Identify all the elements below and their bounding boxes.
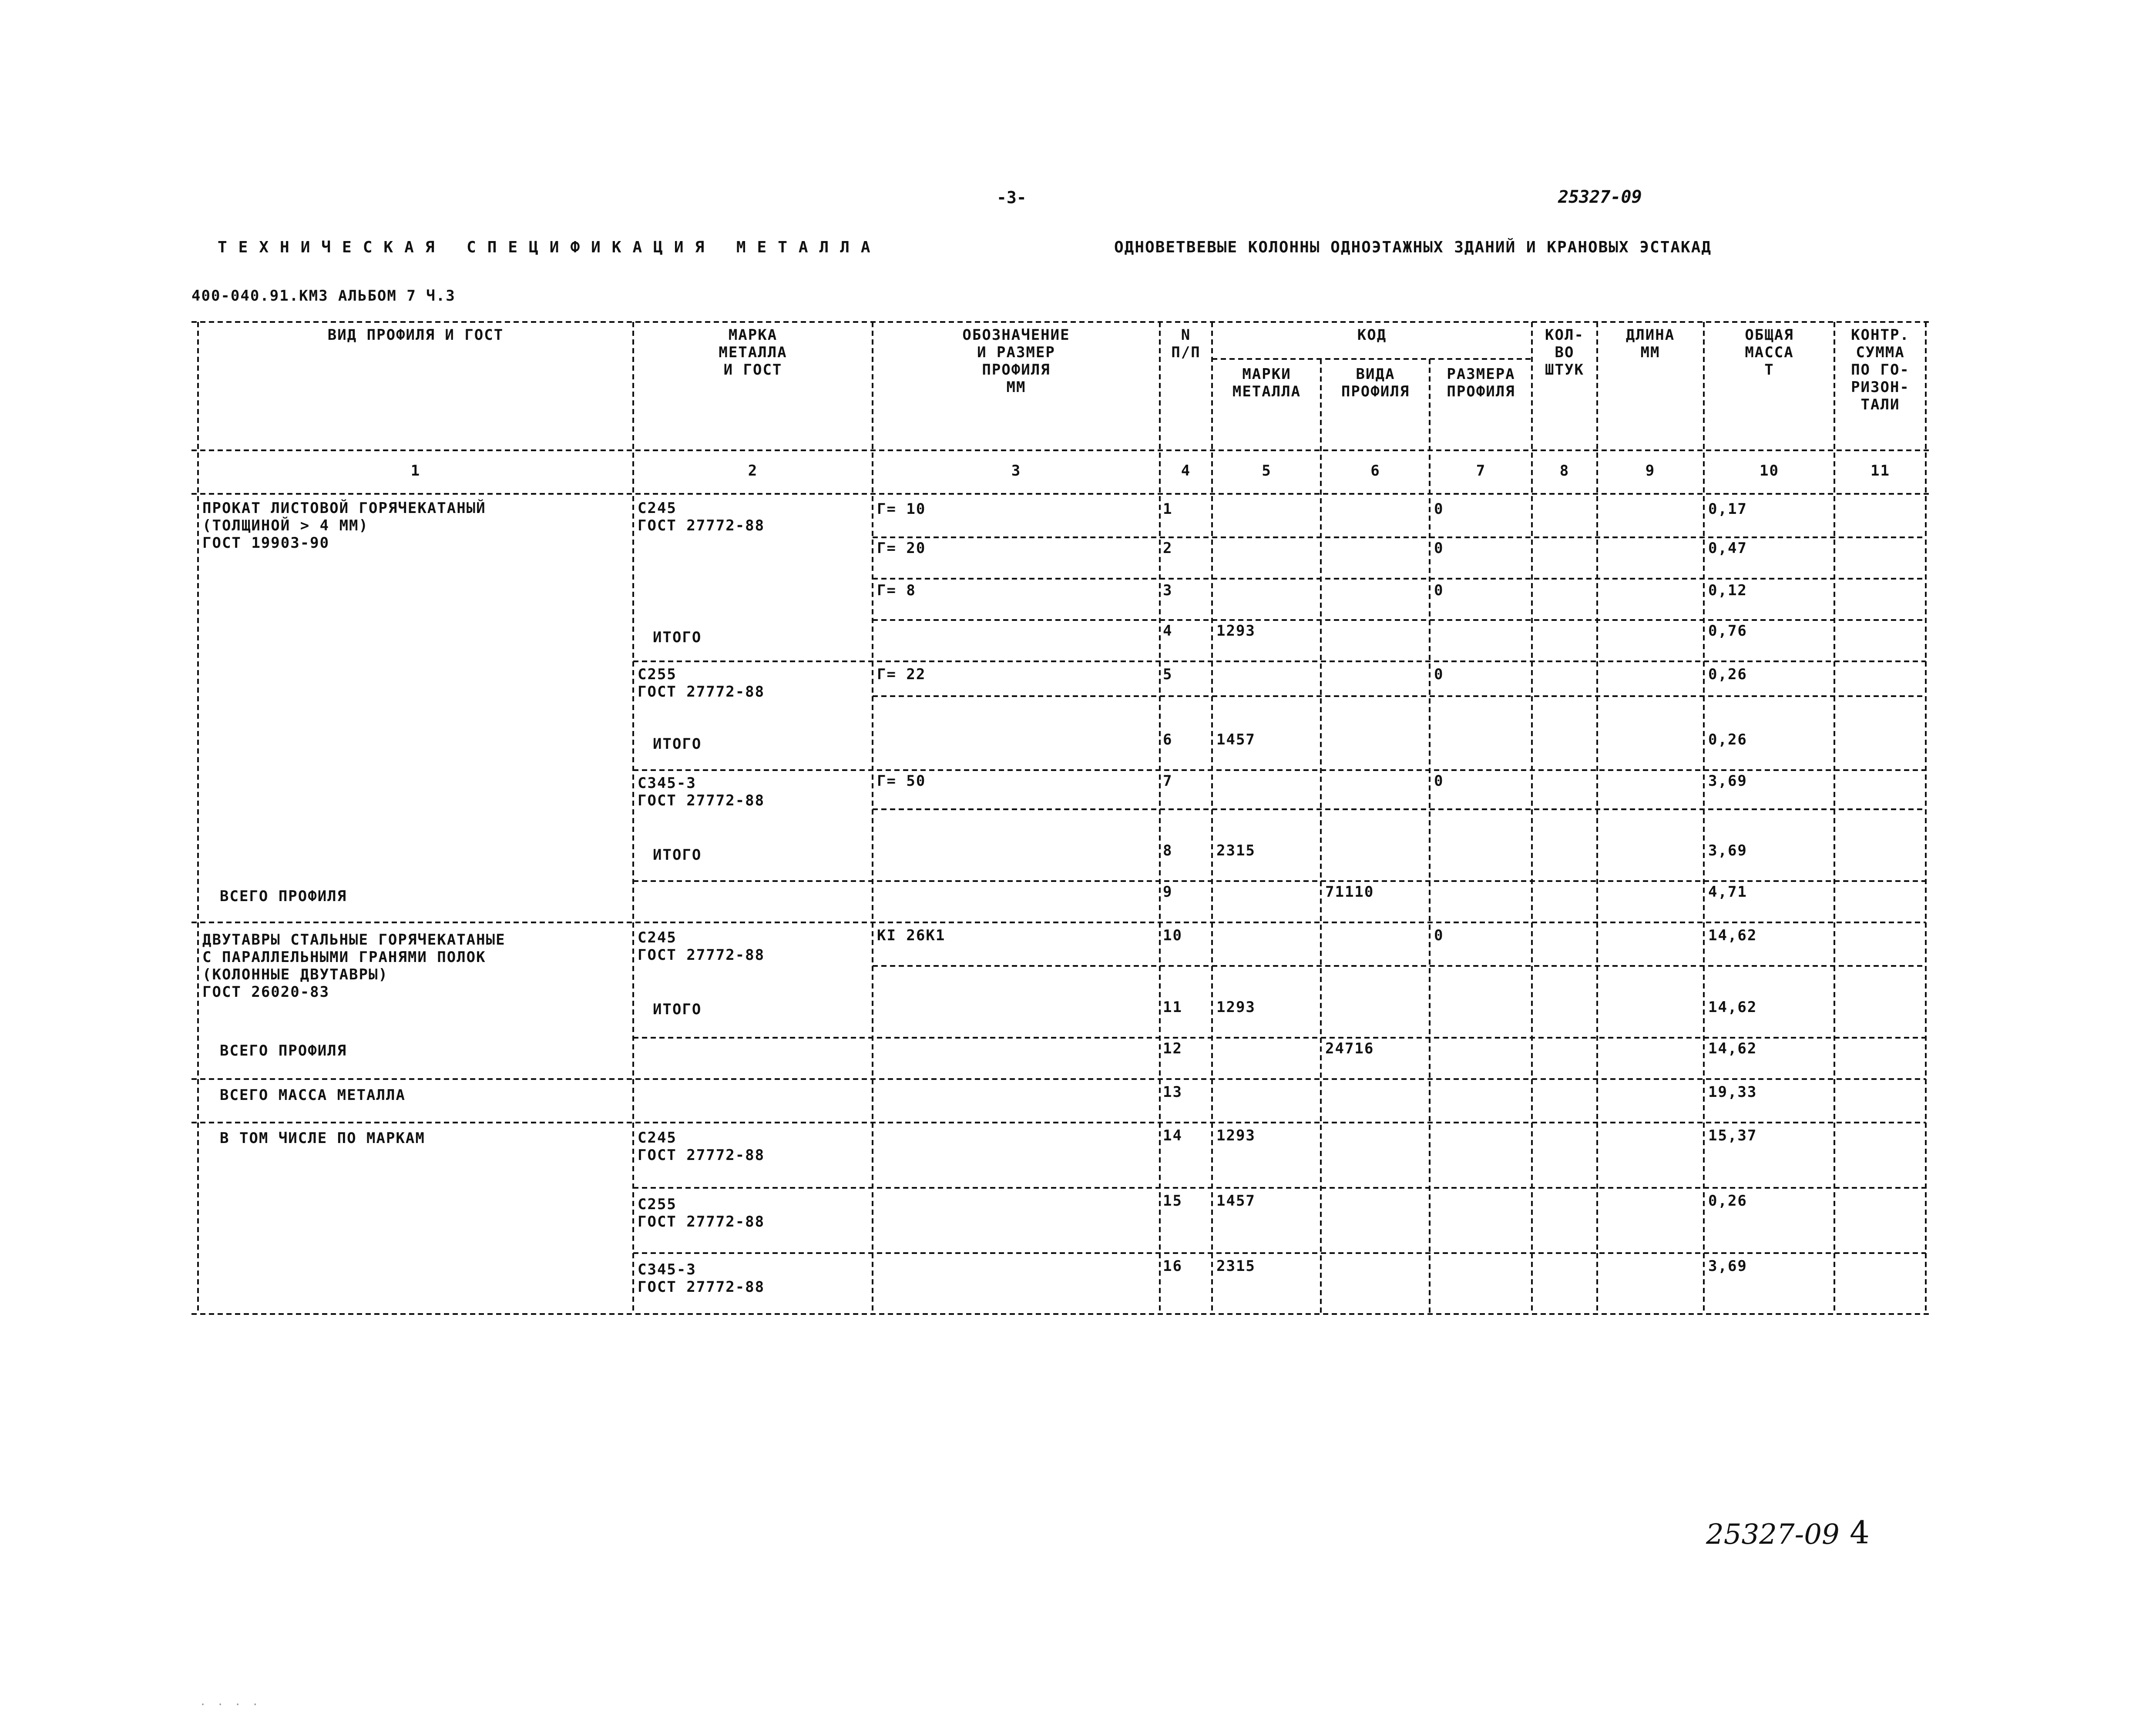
row-number: 6 — [1163, 731, 1173, 748]
col-header-designation: ОБОЗНАЧЕНИЕ И РАЗМЕР ПРОФИЛЯ ММ — [962, 326, 1070, 396]
document-title: ТЕХНИЧЕСКАЯ СПЕЦИФИКАЦИЯ МЕТАЛЛА — [218, 238, 882, 256]
total-mass: 3,69 — [1708, 772, 1747, 790]
handwritten-code: 25327-09 — [1706, 1519, 1840, 1551]
row-number: 16 — [1163, 1257, 1182, 1275]
code-size: 0 — [1434, 772, 1444, 790]
grade-label: С245 ГОСТ 27772-88 — [638, 1129, 765, 1164]
col-header-mass: ОБЩАЯ МАССА Т — [1745, 326, 1794, 379]
code-size: 0 — [1434, 927, 1444, 944]
total-mass: 0,17 — [1708, 500, 1747, 518]
total-mass: 14,62 — [1708, 999, 1757, 1016]
album-reference: 400-040.91.КМЗ АЛЬБОМ 7 Ч.3 — [191, 287, 456, 305]
col-number: 5 — [1262, 462, 1272, 479]
col-header-count: КОЛ- ВО ШТУК — [1545, 326, 1584, 379]
group-total-label: ВСЕГО ПРОФИЛЯ — [220, 1042, 347, 1059]
code-grade: 1293 — [1216, 622, 1256, 640]
itogo-label: ИТОГО — [653, 846, 702, 864]
by-grade-label: В ТОМ ЧИСЛЕ ПО МАРКАМ — [220, 1130, 425, 1147]
total-mass: 19,33 — [1708, 1083, 1757, 1101]
total-mass: 0,26 — [1708, 666, 1747, 683]
grade-label: С345-3 ГОСТ 27772-88 — [638, 774, 765, 809]
code-grade: 1457 — [1216, 1192, 1256, 1210]
grade-label: С345-3 ГОСТ 27772-88 — [638, 1261, 765, 1296]
code-grade: 2315 — [1216, 842, 1256, 859]
col-header-checksum: КОНТР. СУММА ПО ГО- РИЗОН- ТАЛИ — [1851, 326, 1910, 413]
col-number: 6 — [1370, 462, 1380, 479]
document-subtitle: ОДНОВЕТВЕВЫЕ КОЛОННЫ ОДНОЭТАЖНЫХ ЗДАНИЙ И КРАНОВЫХ ЭСТАКАД — [1114, 238, 1712, 256]
profile-designation: Г= 10 — [877, 500, 926, 518]
total-mass: 0,47 — [1708, 540, 1747, 557]
col-number: 9 — [1645, 462, 1656, 479]
row-number: 2 — [1163, 540, 1173, 557]
total-mass: 0,26 — [1708, 1192, 1747, 1210]
group-total-label: ВСЕГО ПРОФИЛЯ — [220, 888, 347, 905]
col-header-code-profile: ВИДА ПРОФИЛЯ — [1341, 365, 1410, 400]
col-header-code-size: РАЗМЕРА ПРОФИЛЯ — [1447, 365, 1515, 400]
row-number: 12 — [1163, 1040, 1182, 1057]
code-size: 0 — [1434, 540, 1444, 557]
col-number: 8 — [1559, 462, 1570, 479]
col-number: 11 — [1871, 462, 1890, 479]
code-grade: 1293 — [1216, 1127, 1256, 1144]
row-number: 13 — [1163, 1083, 1182, 1101]
page-number: -3- — [997, 188, 1027, 207]
total-mass: 4,71 — [1708, 883, 1747, 901]
total-mass: 14,62 — [1708, 927, 1757, 944]
code-profile: 71110 — [1325, 883, 1374, 901]
total-mass: 3,69 — [1708, 842, 1747, 859]
total-mass: 0,26 — [1708, 731, 1747, 748]
profile-designation: Г= 8 — [877, 582, 916, 599]
sheet-number: 4 — [1850, 1514, 1870, 1551]
col-number: 3 — [1011, 462, 1021, 479]
col-number: 1 — [410, 462, 421, 479]
total-mass: 3,69 — [1708, 1257, 1747, 1275]
code-size: 0 — [1434, 666, 1444, 683]
grade-label: С245 ГОСТ 27772-88 — [638, 929, 765, 964]
profile-designation: КI 26К1 — [877, 927, 946, 944]
col-header-code-grade: МАРКИ МЕТАЛЛА — [1232, 365, 1301, 400]
total-mass: 15,37 — [1708, 1127, 1757, 1144]
row-number: 11 — [1163, 999, 1182, 1016]
row-number: 9 — [1163, 883, 1173, 901]
row-number: 15 — [1163, 1192, 1182, 1210]
row-number: 8 — [1163, 842, 1173, 859]
col-number: 10 — [1760, 462, 1779, 479]
col-number: 4 — [1181, 462, 1191, 479]
code-profile: 24716 — [1325, 1040, 1374, 1057]
col-header-grade: МАРКА МЕТАЛЛА И ГОСТ — [719, 326, 787, 379]
row-number: 4 — [1163, 622, 1173, 640]
code-size: 0 — [1434, 500, 1444, 518]
col-header-code: КОД — [1357, 326, 1387, 344]
row-number: 10 — [1163, 927, 1182, 944]
row-number: 5 — [1163, 666, 1173, 683]
col-header-profile: ВИД ПРОФИЛЯ И ГОСТ — [327, 326, 504, 344]
group-sheet-rolled: ПРОКАТ ЛИСТОВОЙ ГОРЯЧЕКАТАНЫЙ (ТОЛЩИНОЙ > 4 ММ) ГОСТ 19903-90 — [202, 499, 486, 552]
col-header-number: N П/П — [1171, 326, 1201, 361]
scan-dots: . . . . — [200, 1697, 262, 1707]
profile-designation: Г= 20 — [877, 540, 926, 557]
code-grade: 1293 — [1216, 999, 1256, 1016]
grade-label: С255 ГОСТ 27772-88 — [638, 1196, 765, 1230]
itogo-label: ИТОГО — [653, 629, 702, 646]
row-number: 7 — [1163, 772, 1173, 790]
mass-total-label: ВСЕГО МАССА МЕТАЛЛА — [220, 1086, 406, 1104]
code-grade: 1457 — [1216, 731, 1256, 748]
col-number: 2 — [748, 462, 758, 479]
col-header-length: ДЛИНА ММ — [1625, 326, 1675, 361]
profile-designation: Г= 22 — [877, 666, 926, 683]
row-number: 14 — [1163, 1127, 1182, 1144]
grade-label: С255 ГОСТ 27772-88 — [638, 666, 765, 701]
col-number: 7 — [1476, 462, 1486, 479]
total-mass: 14,62 — [1708, 1040, 1757, 1057]
row-number: 1 — [1163, 500, 1173, 518]
document-code: 25327-09 — [1558, 187, 1642, 207]
grade-label: С245 ГОСТ 27772-88 — [638, 499, 765, 534]
code-grade: 2315 — [1216, 1257, 1256, 1275]
total-mass: 0,76 — [1708, 622, 1747, 640]
row-number: 3 — [1163, 582, 1173, 599]
profile-designation: Г= 50 — [877, 772, 926, 790]
itogo-label: ИТОГО — [653, 1001, 702, 1018]
itogo-label: ИТОГО — [653, 735, 702, 753]
code-size: 0 — [1434, 582, 1444, 599]
group-i-beams: ДВУТАВРЫ СТАЛЬНЫЕ ГОРЯЧЕКАТАНЫЕ С ПАРАЛЛЕЛЬНЫМИ ГРАНЯМИ ПОЛОК (КОЛОННЫЕ ДВУТАВРЫ) ГОСТ 26020-83 — [202, 931, 506, 1001]
total-mass: 0,12 — [1708, 582, 1747, 599]
